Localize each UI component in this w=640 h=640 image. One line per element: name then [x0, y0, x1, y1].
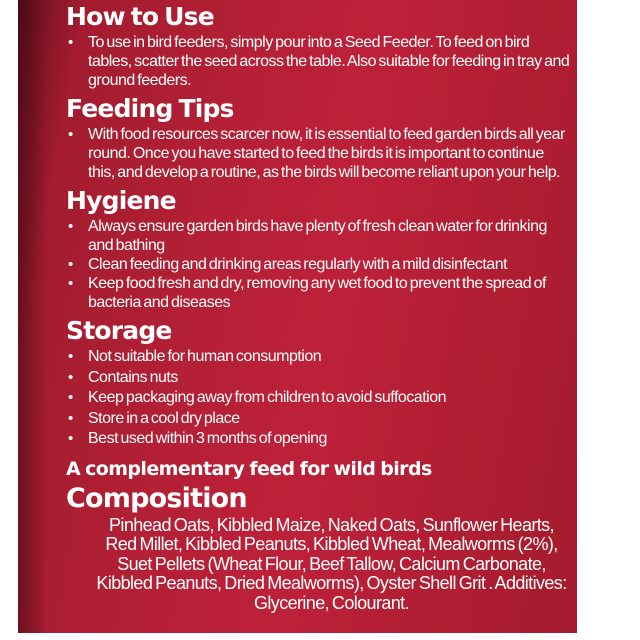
bullet-item: • Keep packaging away from children to avoid suffocation: [66, 388, 571, 408]
bullet-item: • With food resources scarcer now, it is essential to feed garden birds all year round. Once you have started to feed the birds it is important to continue this, and develop a routine, as the birds will become reliant upon your help.: [66, 125, 571, 182]
bullet-item: • Not suitable for human consumption: [66, 347, 571, 367]
hygiene-bullet-list: [66, 217, 571, 312]
section-storage: [66, 316, 571, 449]
section-hygiene: [66, 186, 571, 312]
bullet-item: • Keep food fresh and dry, removing any wet food to prevent the spread of bacteria and diseases: [66, 274, 571, 312]
bullet-item: • Contains nuts: [66, 368, 571, 388]
how-to-use-bullet-list: [66, 33, 571, 90]
section-how-to-use: [66, 2, 571, 90]
bullet-item: • Always ensure garden birds have plenty of fresh clean water for drinking and bathing: [66, 217, 571, 255]
composition-heading: Composition: [66, 482, 247, 514]
how-to-use-heading: How to Use: [66, 2, 214, 31]
storage-heading: Storage: [66, 316, 172, 345]
bullet-item: • Clean feeding and drinking areas regularly with a mild disinfectant: [66, 255, 571, 274]
storage-bullet-list: [66, 347, 571, 449]
bullet-item: • To use in bird feeders, simply pour into a Seed Feeder. To feed on bird tables, scatter the seed across the table. Also suitable for feeding in tray and ground feeders.: [66, 33, 571, 90]
hygiene-heading: Hygiene: [66, 186, 176, 215]
complementary-feed-note: A complementary feed for wild birds: [66, 457, 432, 480]
bullet-item: • Store in a cool dry place: [66, 409, 571, 429]
bullet-item: • Best used within 3 months of opening: [66, 429, 571, 449]
section-feeding-tips: [66, 94, 571, 182]
feeding-tips-heading: Feeding Tips: [66, 94, 234, 123]
feeding-tips-bullet-list: [66, 125, 571, 182]
composition-text: Pinhead Oats, Kibbled Maize, Naked Oats, Sunflower Hearts, Red Millet, Kibbled Peanuts, Kibbled Wheat, Mealworms (2%), Suet Pellets (Wheat Flour, Beef Tallow, Calcium Carbonate, Kibbled Peanuts, Dried Mealworms), Oyster Shell Grit . Additives: Glycerine, Colourant.: [96, 514, 567, 613]
label-panel: [18, 0, 577, 633]
